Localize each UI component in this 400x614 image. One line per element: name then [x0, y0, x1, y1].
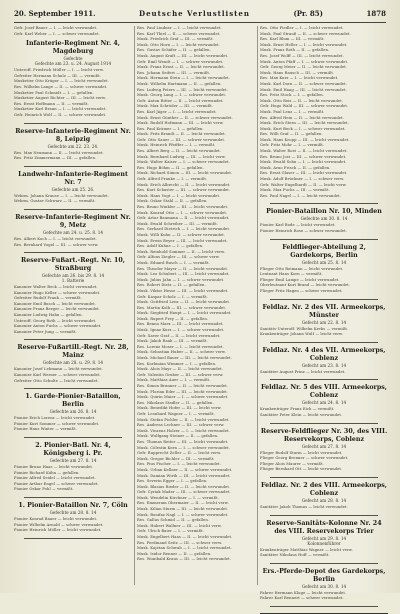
section-heading-block	[260, 384, 388, 405]
casualty-entry: Musk. Kilian Sturm — III. — leicht verwundet.	[137, 507, 229, 512]
section-divider	[270, 299, 378, 300]
section-subheading: 1. Batterie	[61, 278, 85, 284]
casualty-entry: Kanonier Peter Jung — vermißt.	[14, 329, 77, 334]
section-heading: Reserve-Fußart.-Regt. Nr. 10, Straßburg	[21, 257, 125, 273]
casualty-entry: Gefr. Otto Sauer — III. — schwer verwundet.	[137, 137, 226, 142]
casualty-entry: Res. Lorenz Moser — I. — leicht verwundet.	[137, 344, 224, 349]
casualty-entry: Gefreiter Hermann Schulz — III. — vermißt.	[14, 73, 102, 78]
casualty-entry: Wehrm. Gustav Schwarz — II. — vermißt.	[14, 199, 96, 204]
section-heading: Ers.-Pferde-Depot des Gardekorps, Berlin	[262, 567, 386, 583]
section-heading: Reserve-Sanitäts-Kolonne Nr. 24 des VIII. Reservekorps Trier	[266, 519, 382, 535]
casualty-entry: Musk. Konrad Otto — I. — schwer verwundet.	[137, 210, 228, 215]
casualty-entry: Res. Bernhard Vogel — III. — schwer verw.	[14, 242, 99, 247]
section-divider	[24, 339, 122, 340]
casualty-entry: Pionier Arthur Engel — schwer verwundet.	[14, 481, 99, 486]
section-heading-block	[14, 442, 132, 463]
section-divider	[270, 423, 378, 424]
casualty-entry: Gefr. Artur Baumann — II. — leicht verwundet.	[137, 216, 230, 221]
casualty-entry: Kanonier Franz Berger — leicht verwundet.	[14, 307, 101, 312]
section-heading: Feldlaz. Nr. 2 des VII. Armeekorps, Münster	[262, 303, 386, 319]
casualty-entry: Unteroff. Friedrich Müller — I. — leicht verw.	[14, 68, 104, 73]
header-title: Deutsche Verlustlisten	[139, 9, 250, 18]
section-divider	[270, 477, 378, 478]
casualty-entry: Musk. Leo Schubert — III. — leicht verwundet.	[137, 272, 230, 277]
casualty-entry: Musk. Kurt Beck — I. — schwer verwundet.	[260, 126, 346, 131]
casualty-entry: Musk. Cölestin Kern — I. — schwer verwundet.	[137, 445, 230, 450]
casualty-entry: Flieger Rudolf Sturm — leicht verwundet.	[260, 450, 343, 455]
casualty-entry: Kanonier Anton Fuchs — schwer verwundet.	[14, 324, 102, 329]
casualty-entry: Musk. Franz Ernst — II. — leicht verwundet.	[137, 65, 226, 70]
casualty-entry: Musk. Rupert Frey — II. — gefallen.	[137, 316, 209, 321]
casualty-entry: Musk. Max Fuchs — III. — vermißt.	[260, 188, 330, 193]
casualty-entry: Musk. Isidor Renner — II. — gefallen.	[137, 551, 212, 556]
section-divider	[24, 538, 122, 539]
casualty-entry: Res. Karl Jäger — I. — leicht verwundet.	[137, 109, 217, 114]
section-divider	[24, 252, 122, 253]
section-divider	[270, 379, 378, 380]
section-subheading: Gefechte am 27. 8. 14	[49, 458, 97, 463]
casualty-entry: Musk. Ernst Heller — I. — leicht verwundet.	[260, 42, 348, 47]
casualty-entry: Kanonier Hugo Keller — schwer verwundet.	[14, 290, 101, 295]
section-subheading: Gefecht am 23. 8. 14	[301, 362, 347, 368]
casualty-entry: Res. Gustav Schäfer — II. — gefallen.	[137, 48, 211, 53]
section-heading-block	[260, 304, 388, 325]
section-divider	[24, 497, 122, 498]
section-divider	[270, 606, 378, 607]
casualty-entry: Gefr. Valentin Gruber — III. — schwer verw.	[137, 372, 224, 377]
casualty-entry: Musk. Walter Rost — II. — leicht verwundet.	[260, 149, 348, 154]
casualty-entry: Musk. Hermann Stein — I. — leicht verwundet.	[137, 76, 231, 81]
section-subheading: Gefechte am 26. 8. 14	[49, 409, 97, 415]
casualty-entry: Musk. Gregor Bichler — III. — vermißt.	[137, 456, 215, 461]
section-subheading: Gefechte am 30. 8. 14	[300, 216, 348, 222]
section-subheading: Gefecht am 22. 8. 14	[301, 319, 347, 325]
header-divider	[14, 22, 386, 23]
casualty-entry: Musk. Hubert Wallner — III. — leicht verw.	[137, 523, 222, 528]
column-right	[260, 26, 388, 601]
casualty-entry: Gefr. Karl Weber — I. — schwer verwundet.	[14, 31, 100, 36]
casualty-entry: Res. Gallus Schmid — II. — gefallen.	[137, 518, 210, 523]
casualty-entry: Musk. Anton Pfaff — I. — schwer verwundet.	[260, 59, 349, 64]
column-divider	[134, 26, 135, 585]
casualty-entry: Res. Andreas Lechner — III. — schwer verw.	[137, 423, 225, 428]
casualty-entry: Musk. Hans Rausch — III. — vermißt.	[260, 70, 335, 75]
section-heading-block	[14, 171, 132, 192]
section-heading-block	[14, 257, 132, 283]
casualty-entry: Musk. Friedrich Graf — III. — vermißt.	[137, 37, 214, 42]
section-divider	[24, 166, 122, 167]
casualty-entry: Res. Karl Thiel — II. — schwer verwundet.	[137, 31, 221, 36]
casualty-entry: Pionier Hans Winter — vermißt.	[14, 427, 77, 432]
casualty-entry: Musk. Vinzenz Holzer — I. — leicht verwundet.	[137, 428, 230, 433]
casualty-entry: Gefr. Cyriak Mader — III. — schwer verwundet.	[137, 490, 231, 495]
section-subheading: Gefecht am 28. 8. 14	[301, 497, 347, 503]
casualty-entry: Musk. Paul Strauß — II. — schwer verwundet.	[260, 31, 351, 36]
casualty-entry: Wehrm. Johann Krause — I. — leicht verwundet.	[14, 193, 109, 198]
casualty-entry: Res. Albert Koch — I. — leicht verwundet.	[14, 236, 97, 241]
section-heading: Feldlaz. Nr. 2 des VIII. Armeekorps, Coblenz	[261, 481, 387, 497]
casualty-entry: Gefr. Xaver Graf — II. — leicht verwundet.	[137, 333, 221, 338]
casualty-entry: Res. Simon Brunner — II. — leicht verwundet.	[137, 384, 229, 388]
casualty-entry: Res. Karl Blum — III. — vermißt.	[260, 37, 325, 42]
section-heading: Pionier-Bataillon Nr. 10, Minden	[266, 208, 382, 216]
casualty-entry: Musk. Stefan Pichler — II. — leicht verwundet.	[137, 417, 230, 422]
casualty-entry: Musk. Emil Haag — III. — leicht verwundet.	[260, 87, 347, 92]
section-heading-block	[260, 568, 388, 589]
casualty-entry: Res. Willi Graf — II. — gefallen.	[260, 132, 323, 137]
casualty-entry: Res. Ernst Hoffmann — II. — vermißt.	[14, 101, 89, 106]
section-heading-block	[14, 393, 132, 414]
section-heading: Infanterie-Regiment Nr. 4, Magdeburg	[26, 40, 120, 56]
casualty-entry: Pionier Oskar Pohl — vermißt.	[14, 487, 74, 492]
section-divider	[270, 342, 378, 343]
casualty-entry: Pionier Wilhelm Arnold — schwer verwundet.	[14, 522, 104, 527]
casualty-entry: Sanitäter Jakob Thomas — leicht verwundet.	[260, 504, 348, 509]
casualty-entry: Gefr. Emil Wendt — I. — schwer verwundet.	[137, 59, 224, 64]
section-heading-block	[14, 40, 132, 66]
section-heading-block	[260, 520, 388, 546]
casualty-entry: Musk. Erich Stern — III. — leicht verwundet.	[260, 121, 349, 126]
casualty-entry: Res. Theodor Mayer — II. — leicht verwundet.	[137, 266, 229, 271]
section-heading: Reserve-Feldflieger Nr. 30, des VIII. Reservekorps, Coblenz	[260, 427, 388, 443]
casualty-entry: Gefr. Hugo Wald — III. — schwer verwundet.	[260, 104, 349, 109]
section-divider	[24, 388, 122, 389]
section-subheading: Gefechte am 28. u. 29. 8. 14	[42, 360, 104, 366]
casualty-entry: Musk. Damian Wirth — III. — leicht verwundet.	[137, 473, 231, 478]
casualty-entry: Musk. Matthias Auer — I. — vermißt.	[137, 378, 211, 383]
casualty-entry: Sanitäter August Prinz — leicht verwundet.	[260, 369, 346, 374]
section-heading-block	[14, 214, 132, 235]
section-subheading: Gefechte am 28. 8. 14	[49, 509, 97, 515]
casualty-entry: Pionier Alfred Seidel — leicht verwundet.	[14, 476, 96, 481]
casualty-entry: Gefr. Heinrich Wolf — II. — schwer verwundet.	[14, 112, 107, 117]
casualty-entry: Musk. Eduard Busch — I. — vermißt.	[137, 260, 210, 265]
section-subheading: Gefecht am 29. 8. 14	[301, 535, 347, 541]
casualty-entry: Sanitäts-Unteroff. Wilhelm Krebs — vermißt.	[260, 326, 349, 331]
casualty-entry: Musk. Heinrich Pfeiffer — I. — vermißt.	[137, 143, 216, 148]
section-heading-block	[260, 244, 388, 265]
casualty-entry: Flieger Otto Reimann — leicht verwundet.	[260, 266, 344, 271]
casualty-entry: Gefr. Rupprecht Zeller — II. — leicht verw.	[137, 451, 222, 456]
casualty-entry: Res. Ernst Glaser — III. — leicht verwundet.	[260, 171, 348, 176]
section-heading: Landwehr-Infanterie-Regiment Nr. 7	[18, 170, 128, 186]
casualty-entry: Gefr. Georg Meier — II. — leicht verwundet.	[260, 65, 348, 70]
section-heading: Reserve-Infanterie-Regiment Nr. 8, Leipzig	[15, 127, 131, 143]
section-subheading: Gefechte am 25. 26.	[51, 186, 95, 192]
column-middle	[137, 26, 255, 587]
casualty-entry: Gefr. Walter Engelhardt — II. — leicht verw.	[260, 182, 347, 187]
casualty-entry: Musk. Wendelin Kirchner — I. — vermißt.	[137, 495, 219, 500]
casualty-entry: Res. Wunibald Kraus — III. — leicht verwundet.	[137, 557, 231, 562]
casualty-entry: Flieger Alois Maurer — vermißt.	[260, 461, 324, 466]
casualty-entry: Musk. Kajetan Schwab — I. — leicht verwundet.	[137, 546, 232, 551]
casualty-entry: Musk. Fritz Brandt — II. — leicht verwundet.	[137, 132, 226, 137]
section-heading: 1. Garde-Pionier-Bataillon, Berlin	[25, 393, 121, 409]
casualty-entry: Musk. Arno Frisch — II. — gefallen.	[260, 165, 331, 170]
casualty-entry: Res. Benno Marx — III. — leicht verwundet.	[137, 322, 224, 327]
section-heading-block	[14, 502, 132, 515]
section-divider	[270, 515, 378, 516]
casualty-entry: Fahrer Hermann Kluge — leicht verwundet.	[260, 590, 347, 595]
section-subheading: Gefecht am 25. 8. 14	[301, 259, 347, 265]
section-subheading: Gefechte	[63, 56, 83, 62]
casualty-entry: Musk. Walter Kaiser — I. — schwer verwundet.	[137, 160, 230, 165]
section-heading-block	[260, 208, 388, 221]
casualty-entry: Res. Paul Krämer — I. — gefallen.	[137, 126, 204, 131]
casualty-entry: Kanonier Emil Busch — leicht verwundet.	[14, 301, 97, 306]
section-divider	[270, 563, 378, 564]
casualty-entry: Fahrer Karl Rennert — schwer verwundet.	[260, 596, 344, 601]
casualty-entry: Flieger Georg Brenner — schwer verwundet.	[260, 456, 349, 461]
header-date: 20. September 1911.	[14, 9, 96, 18]
casualty-entry: Gefr. Josef Bauer — I. — leicht verwundet.	[14, 26, 98, 30]
section-divider	[24, 123, 122, 124]
page-header	[14, 9, 386, 21]
casualty-entry: Res. Emmeram Obermaier — II. — leicht verw.	[137, 501, 229, 506]
casualty-entry: Gefreiter Otto Schulte — leicht verwundet.	[14, 378, 99, 383]
section-heading-block	[260, 347, 388, 368]
section-heading: Feldflieger-Abteilung 2, Gardekorps, Berlin	[282, 243, 366, 259]
casualty-entry: Res. Thomas Reiter — III. — leicht verwundet.	[137, 439, 229, 444]
section-subheading: Gefecht am 24. 8. 14	[301, 400, 347, 406]
column-divider	[257, 26, 258, 585]
casualty-entry: Musk. Viktor Hesse — III. — leicht verwundet.	[137, 288, 229, 293]
casualty-entry: Musk. August Kraft — III. — leicht verwundet.	[137, 53, 229, 58]
casualty-entry: Krankenträger Matthias Wagner — leicht verw.	[260, 547, 353, 552]
casualty-entry: Kanonier Ludwig Hahn — gefallen.	[14, 313, 83, 318]
casualty-entry: Pionier Heinrich Rose — schwer verwundet.	[260, 229, 347, 233]
casualty-entry: Musk. Gottfried Lenz — II. — leicht verwundet.	[137, 300, 231, 305]
casualty-entry: Res. Bruno Jost — III. — schwer verwundet.	[260, 154, 347, 159]
casualty-entry: Musk. Ewald Schreiber — III. — vermißt.	[137, 221, 219, 226]
casualty-entry: Pionier Bruno Haas — leicht verwundet.	[14, 465, 94, 469]
casualty-entry: Sanitäter Peter Klein — leicht verwundet.	[260, 412, 343, 417]
casualty-entry: Res. Robert Dietz — II. — gefallen.	[137, 283, 206, 288]
casualty-entry: Musk. Ewald Sohn — I. — leicht verwundet.	[260, 160, 347, 165]
casualty-entry: Musk. Engelbert Haas — II. — leicht verwundet.	[137, 535, 233, 540]
casualty-entry: Flieger Bernhard Ott — leicht verwundet.	[260, 467, 343, 472]
casualty-entry: Musk. Alois Mayr — II. — leicht verwundet.	[137, 367, 223, 372]
section-subheading: Gefechte am 24. u. 25. 8. 14	[42, 229, 104, 235]
section-divider	[24, 437, 122, 438]
casualty-entry: Musk. Jakob Raab — III. — vermißt.	[137, 339, 208, 344]
casualty-entry: Res. Alfred Hein — II. — leicht verwundet.	[260, 115, 344, 120]
section-subheading: Kolonnenführer	[307, 540, 341, 546]
casualty-entry: Res. Paul Lindner — I. — leicht verwundet.	[137, 26, 222, 30]
casualty-entry: Musk. Richard Simon — III. — leicht verwundet.	[137, 171, 233, 176]
section-heading: 1. Pionier-Bataillon Nr. 7, Cöln	[18, 501, 128, 509]
casualty-entry: Res. Otto Fiedler — I. — leicht verwundet.	[260, 26, 344, 30]
casualty-entry: Pionier Konrad Bauer — leicht verwundet.	[14, 516, 98, 521]
casualty-entry: Res. Korbinian Wimmer — I. — gefallen.	[137, 361, 217, 366]
casualty-entry: Res. Bruno Winkler — III. — leicht verwundet.	[137, 205, 229, 209]
casualty-entry: Musk. Quirin Maier — I. — schwer verwundet.	[137, 395, 229, 400]
casualty-entry: Musk. Michael Bauer — III. — leicht verwundet.	[137, 356, 232, 361]
casualty-entry: Musk. Urban Kellner — II. — schwer verwundet.	[137, 467, 233, 472]
casualty-entry: Pionier Erich Lorenz — leicht verwundet.	[14, 416, 96, 421]
section-divider	[270, 203, 378, 204]
casualty-entry: Res. Paul Nagel — I. — leicht verwundet.	[260, 193, 342, 198]
casualty-entry: Musk. Georg Lang — I. — schwer verwundet.	[137, 93, 227, 98]
section-subheading: Gefechte am 26. bis 29. 8. 14	[41, 273, 105, 279]
section-divider	[24, 209, 122, 210]
header-page-number: 1878	[366, 9, 386, 18]
section-divider	[270, 239, 378, 240]
casualty-entry: Gefr. Leonhard Wagner — I. — vermißt.	[137, 411, 215, 416]
casualty-entry: Res. Ferdinand Seitz — III. — schwer verw.	[137, 540, 223, 545]
casualty-entry: Musk. Blasius Rieder — II. — leicht verwundet.	[137, 484, 231, 489]
casualty-entry: Kanonier Josef Lehmann — leicht verwundet.	[14, 367, 103, 372]
casualty-entry: Musk. Ignaz Kurz — I. — schwer verwundet.	[137, 328, 225, 333]
casualty-entry: Pionier Richard Kühn — gefallen.	[14, 470, 80, 475]
section-subheading: Gefecht am 30. 8. 14	[301, 583, 347, 589]
casualty-entry: Musk. Willi Kuhn — II. — schwer verwundet.	[137, 232, 226, 237]
casualty-entry: Krankenträger Johann Wulf — leicht verw.	[260, 332, 344, 337]
casualty-entry: Musk. Otto Horn — I. — leicht verwundet.	[137, 42, 221, 47]
casualty-entry: Musk. Hans Vogt — I. — leicht verwundet.	[137, 193, 221, 198]
casualty-entry: Gefr. Anton Ritter — II. — leicht verwundet.	[137, 98, 224, 103]
casualty-entry: Res. Max Neumann — II. — leicht verwundet.	[14, 150, 104, 155]
casualty-entry: Pionier Kurt Sommer — schwer verwundet.	[14, 421, 100, 426]
casualty-entry: Res. Ludwig Peters — III. — leicht verwundet.	[137, 87, 228, 92]
casualty-entry: Musk. Oskar Stahl — II. — gefallen.	[137, 199, 208, 204]
section-heading: Reserve-Infanterie-Regiment Nr. 9, Metz	[15, 213, 131, 229]
casualty-entry: Gefr. Alfred Franke — I. — vermißt.	[137, 177, 208, 182]
casualty-entry: Res. Fritz Zimmermann — III. — gefallen.	[14, 156, 97, 161]
casualty-entry: Musketier Otto Krüger — I. — leicht verwundet.	[14, 79, 109, 84]
section-subheading: Gefechte am 23. u. 24. August 1914	[34, 61, 112, 67]
casualty-entry: Res. Severin Egger — I. — gefallen.	[137, 479, 208, 484]
casualty-entry: Musk. Otto Reis — II. — leicht verwundet.	[260, 98, 344, 103]
header-issue: (Pr. 85)	[293, 9, 323, 18]
casualty-entry: Krankenträger Franz Eich — vermißt.	[260, 407, 335, 412]
casualty-entry: Musk. Paul Lenz — I. — vermißt.	[260, 109, 325, 114]
casualty-entry: Res. Nikolaus Stadler — II. — gefallen.	[137, 400, 214, 405]
casualty-entry: Res. Pius Fischer — I. — leicht verwundet.	[137, 462, 221, 467]
section-heading: Feldlaz. Nr. 4 des VII. Armeekorps, Coblenz	[262, 346, 386, 362]
casualty-entry: Res. Max Kurz — I. — leicht verwundet.	[260, 76, 339, 81]
casualty-entry: Gefreiter Rudolf Frank — vermißt.	[14, 296, 82, 301]
casualty-entry: Musk. Karl Dorn — II. — schwer verwundet.	[260, 81, 347, 86]
casualty-entry: Sanitäter Nikolaus Hoff — vermißt.	[260, 553, 330, 558]
casualty-entry: Musk. Benedikt Hofer — III. — leicht verw.	[137, 406, 222, 411]
casualty-entry: Res. Albert Berg — II. — leicht verwundet.	[137, 149, 222, 154]
casualty-entry: Musk. Bonifaz Nagl — I. — schwer verwundet.	[137, 512, 229, 517]
casualty-entry: Res. Hugo Böhm — II. — gefallen.	[137, 165, 204, 170]
casualty-entry: Oberleutnant Kurt Brand — leicht verwundet.	[260, 283, 351, 288]
casualty-entry: Pionier Heinrich Möller — leicht verwundet.	[14, 528, 102, 533]
casualty-entry: Kanonier Karl Werner — schwer verwundet.	[14, 373, 101, 378]
casualty-entry: Musk. Hans Kropp — III. — leicht verwundet.	[260, 137, 350, 142]
section-heading: 2. Pionier-Batl. Nr. 4, Königsberg i. Pr.	[35, 442, 111, 457]
casualty-entry: Musk. Max Schröder — III. — vermißt.	[137, 104, 214, 109]
casualty-entry: Musk. Bernhard Ludwig — III. — leicht verw.	[137, 154, 226, 159]
casualty-entry: Gefr. Ulrich Baier — I. — vermißt.	[137, 529, 204, 534]
section-heading: Reserve-Fußartill.-Regt. Nr. 28, Mainz	[17, 344, 129, 360]
casualty-entry: Res. Adolf Kühne — I. — gefallen.	[137, 244, 204, 249]
section-heading-block	[260, 482, 388, 503]
casualty-entry: Res. Fritz Stock — I. — gefallen.	[260, 93, 325, 98]
casualty-entry: Unteroff. Georg Roth — leicht verwundet.	[14, 318, 97, 323]
section-subheading: Gefechte am 22. 23. 24.	[47, 143, 99, 149]
casualty-entry: Musk. Julius Jahn — I. — schwer verwundet.	[137, 277, 225, 282]
casualty-entry: Musk. Ernst Günther — II. — schwer verwundet.	[137, 115, 233, 120]
casualty-entry: Musk. Reinhold Sommer — II. — leicht verw.	[137, 249, 226, 254]
casualty-entry: Musk. Erwin Beyer — III. — leicht verwundet.	[137, 238, 228, 243]
casualty-entry: Musk. Adolf Brückner — I. — schwer verw.	[260, 177, 345, 182]
section-heading-block	[14, 128, 132, 149]
casualty-entry: Musk. Rudolf Hofmann — III. — leicht verw.	[137, 121, 224, 126]
casualty-entry: Kanonier Walter Beck — leicht verwundet.	[14, 285, 98, 290]
section-heading-block	[260, 428, 388, 449]
section-heading: Feldlaz. Nr. 5 des VIII. Armeekorps, Coblenz	[261, 384, 387, 400]
casualty-entry: Res. Josef Wolff — III. — leicht verwundet.	[260, 53, 344, 58]
casualty-entry: Musk. Franz Roth — II. — gefallen.	[260, 48, 330, 53]
section-heading-block	[14, 344, 132, 365]
casualty-entry: Res. Martin Kolb — III. — schwer verwundet.	[137, 305, 227, 310]
casualty-entry: Musk. Wolfgang Steiner — II. — gefallen.	[137, 434, 219, 439]
casualty-entry: Musketier Paul Schmidt — I. — gefallen.	[14, 90, 94, 95]
casualty-entry: Musk. Siegfried Haupt — I. — leicht verwundet.	[137, 311, 232, 316]
casualty-entry: Flieger Emil Lampe — leicht verwundet.	[260, 277, 340, 282]
casualty-entry: Musketier August Richter — III. — leicht verw.	[14, 96, 107, 101]
casualty-entry: Musketier Karl Braun — I. — leicht verwundet.	[14, 107, 107, 112]
casualty-entry: Gefr. Alfons Ziegler — III. — schwer verw.	[137, 255, 220, 260]
casualty-entry: Musk. Sebastian Huber — II. — schwer verw.	[137, 350, 226, 355]
casualty-entry: Res. Johann Seifert — III. — vermißt.	[137, 70, 211, 75]
casualty-entry: Musk. Wilhelm Hartmann — II. — gefallen.	[137, 81, 222, 86]
column-left	[14, 26, 132, 587]
casualty-entry: Musk. Erich Albrecht — II. — leicht verwundet.	[137, 182, 231, 187]
casualty-entry: Gefr. Fritz Mohr — I. — vermißt.	[260, 143, 325, 148]
casualty-entry: Res. Wilhelm Lange — II. — schwer verwundet.	[14, 84, 108, 89]
casualty-entry: Musk. Florian Eder — III. — leicht verwundet.	[137, 389, 229, 394]
casualty-entry: Flieger Fritz Hagen — schwer verwundet.	[260, 288, 343, 293]
section-subheading: Gefecht am 27. 8. 14	[301, 443, 347, 449]
casualty-entry: Leutnant Hans Korn — vermißt.	[260, 272, 323, 277]
casualty-entry: Res. Kurt Schuster — III. — schwer verwundet.	[137, 188, 231, 193]
casualty-entry: Pionier Karl Bode — leicht verwundet.	[260, 223, 336, 228]
casualty-entry: Res. Gerhard Dietrich — I. — leicht verwundet.	[137, 227, 231, 232]
casualty-entry: Gefr. Kaspar Scholz — I. — vermißt.	[137, 294, 208, 299]
